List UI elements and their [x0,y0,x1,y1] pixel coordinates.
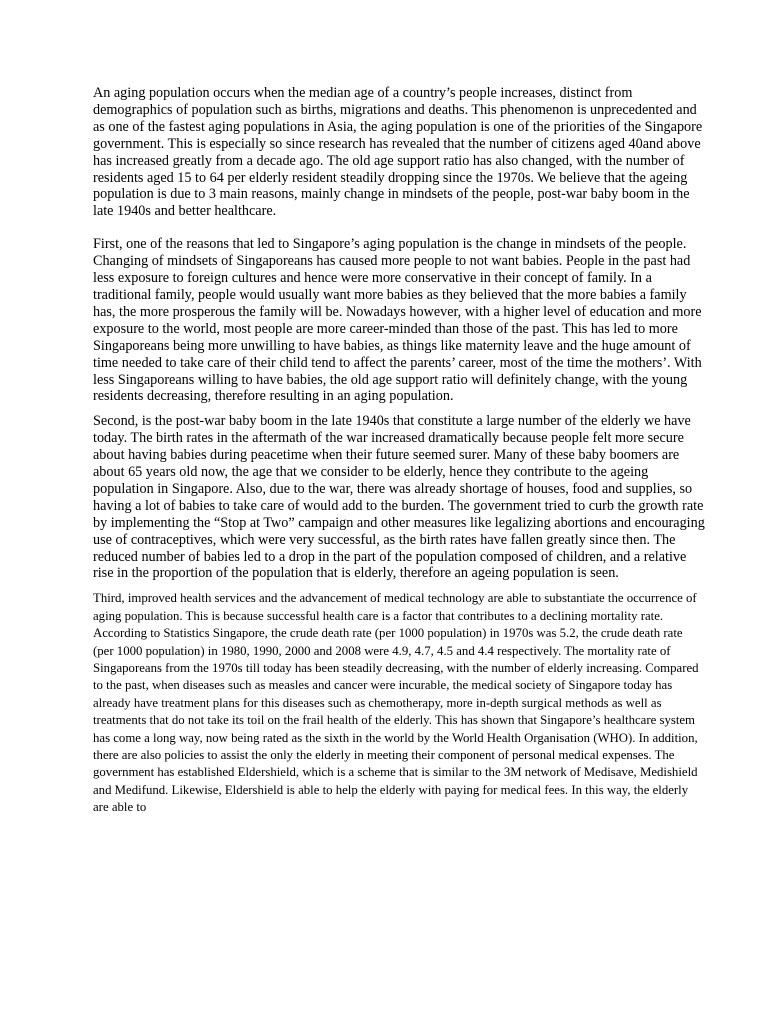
paragraph-mindsets: First, one of the reasons that led to Singapore’s aging population is the change in mindsets of the people. Changing of mindsets of Singaporeans has caused more people to not want babies. People in the past had less exposure to foreign cultures and hence were more conservative in their concept of family. In a traditional family, people would usually want more babies as they believed that the more babies a family has, the more prosperous the family will be. Nowadays however, with a higher level of education and more exposure to the world, most people are more career-minded than those of the past. This has led to more Singaporeans being more unwilling to have babies, as things like maternity leave and the huge amount of time needed to take care of their child tend to affect the parents’ career, most of the time the mothers’. With less Singaporeans willing to have babies, the old age support ratio will definitely change, with the young residents decreasing, therefore resulting in an aging population. [93,236,702,405]
paragraph-healthcare: Third, improved health services and the advancement of medical technology are able to substantiate the occurrence of aging population. This is because successful health care is a factor that contributes to a declining mortality rate. According to Statistics Singapore, the crude death rate (per 1000 population) in 1970s was 5.2, the crude death rate (per 1000 population) in 1980, 1990, 2000 and 2008 were 4.9, 4.7, 4.5 and 4.4 respectively. The mortality rate of Singaporeans from the 1970s till today has been steadily decreasing, with the number of elderly increasing. Compared to the past, when diseases such as measles and cancer were incurable, the medical society of Singapore today has already have treatment plans for this diseases such as chemotherapy, more in-depth surgical methods as well as treatments that do not take its toil on the frail health of the elderly. This has shown that Singapore’s healthcare system has come a long way, now being rated as the sixth in the world by the World Health Organisation (WHO). In addition, there are also policies to assist the only the elderly in meeting their component of personal medical expenses. The government has established Eldershield, which is a scheme that is similar to the 3M network of Medisave, Medishield and Medifund. Likewise, Eldershield is able to help the elderly with paying for medical fees. In this way, the elderly are able to [93,591,699,815]
document-page [93,85,705,817]
paragraph-intro: An aging population occurs when the median age of a country’s people increases, distinct from demographics of population such as births, migrations and deaths. This phenomenon is unprecedented and as one of the fastest aging populations in Asia, the aging population is one of the priorities of the Singapore government. This is especially so since research has revealed that the number of citizens aged 40and above has increased greatly from a decade ago. The old age support ratio has also changed, with the number of residents aged 15 to 64 per elderly resident steadily dropping since the 1970s. We believe that the ageing population is due to 3 main reasons, mainly change in mindsets of the people, post-war baby boom in the late 1940s and better healthcare. [93,85,703,220]
paragraph-baby-boom: Second, is the post-war baby boom in the late 1940s that constitute a large number of the elderly we have today. The birth rates in the aftermath of the war increased dramatically because people felt more secure about having babies during peacetime when their future seemed surer. Many of these baby boomers are about 65 years old now, the age that we consider to be elderly, hence they contribute to the ageing population in Singapore. Also, due to the war, there was already shortage of houses, food and supplies, so having a lot of babies to take care of would add to the burden. The government tried to curb the growth rate by implementing the “Stop at Two” campaign and other measures like legalizing abortions and encouraging use of contraceptives, which were very successful, as the birth rates have fallen greatly since then. The reduced number of babies led to a drop in the part of the population composed of children, and a relative rise in the proportion of the population that is elderly, therefore an ageing population is seen. [93,413,705,582]
